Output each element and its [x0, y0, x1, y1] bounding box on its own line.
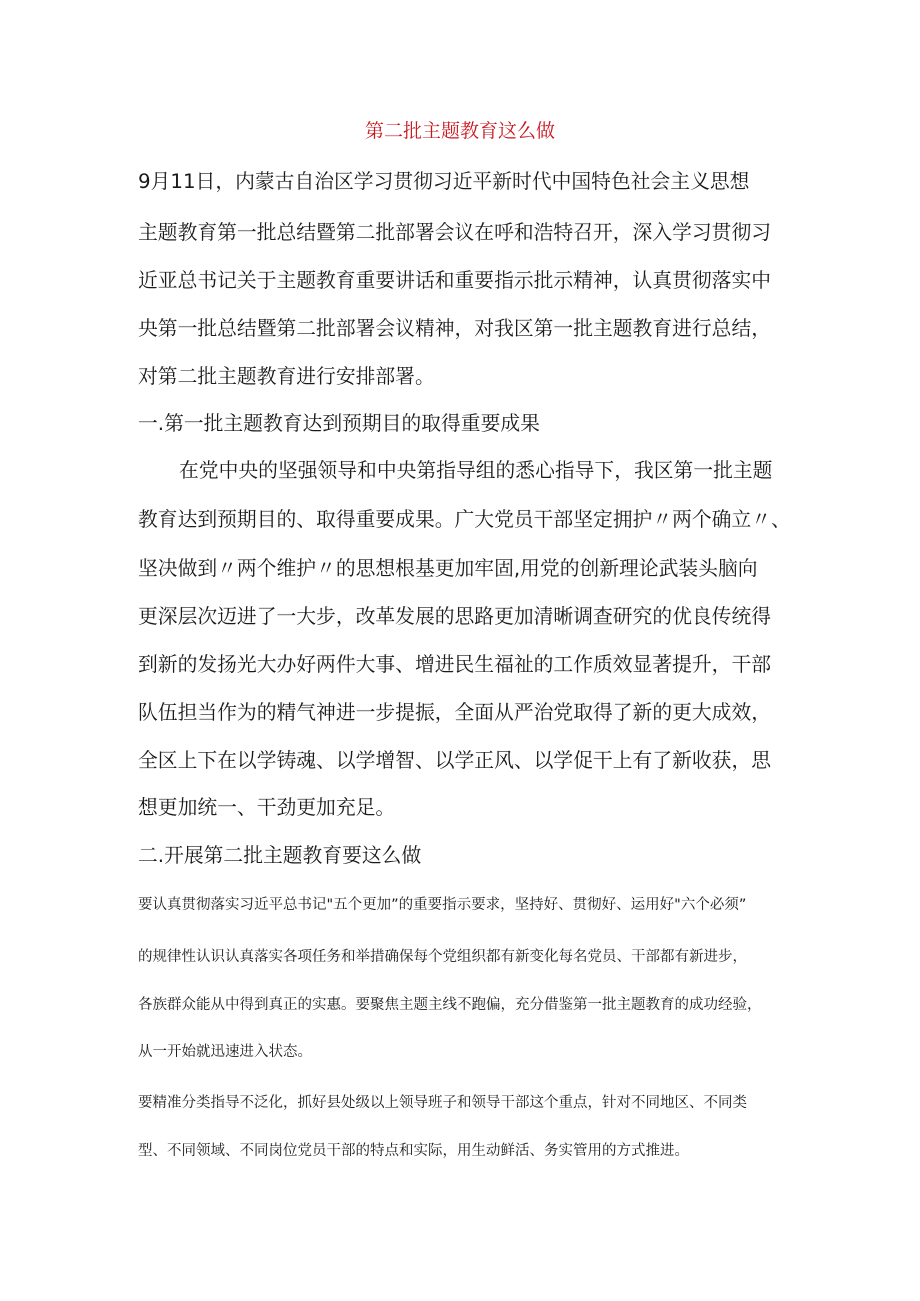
intro-line: 近亚总书记关于主题教育重要讲话和重要指示批示精神，认真贯彻落实中 [138, 269, 772, 292]
document-title: 第二批主题教育这么做 [364, 120, 555, 142]
section2-para1-line: 从一开始就迅速进入状态。 [138, 1044, 312, 1060]
intro-line: 对第二批主题教育进行安排部署。 [138, 365, 435, 388]
section1-line: 教育达到预期目的、取得重要成果。广大党员干部坚定拥护〃两个确立〃、 [138, 508, 791, 531]
section1-line: 在党中央的坚强领导和中央第指导组的悉心指导下，我区第一批主题 [179, 459, 773, 482]
section2-heading: 二.开展第二批主题教育要这么做 [138, 844, 422, 867]
section2-para1-line: 的规律性认识认真落实各项任务和举措确保每个党组织都有新变化每名党员、干部都有新进步， [138, 949, 747, 965]
section1-line: 到新的发扬光大办好两件大事、增进民生福祉的工作质效显著提升，干部 [138, 653, 772, 676]
section2-para1-line: 要认真贯彻落实习近平总书记"五个更加”的重要指示要求，坚持好、贯彻好、运用好"六个必须” [138, 897, 747, 913]
intro-line: 主题教育第一批总结暨第二批部署会议在呼和浩特召开，深入学习贯彻习 [138, 221, 772, 244]
section2-para2-line: 要精准分类指导不泛化，抓好县处级以上领导班子和领导干部这个重点，针对不同地区、不同类 [138, 1095, 747, 1111]
section1-line: 想更加统一、干劲更加充足。 [138, 796, 396, 819]
section1-heading: 一.第一批主题教育达到预期目的取得重要成果 [138, 412, 540, 435]
section1-line: 更深层次迈进了一大步，改革发展的思路更加清晰调查研究的优良传统得 [138, 605, 772, 628]
intro-line: 央第一批总结暨第二批部署会议精神，对我区第一批主题教育进行总结， [138, 317, 772, 340]
section2-para1-line: 各族群众能从中得到真正的实惠。要聚焦主题主线不跑偏，充分借鉴第一批主题教育的成功经验， [138, 997, 762, 1013]
section1-line: 队伍担当作为的精气神进一步提振，全面从严治党取得了新的更大成效， [138, 701, 772, 724]
section1-line: 全区上下在以学铸魂、以学增智、以学正风、以学促干上有了新收获，思 [138, 749, 772, 772]
intro-line: 9月11日，内蒙古自治区学习贯彻习近平新时代中国特色社会主义思想 [138, 170, 750, 193]
section1-line: 坚决做到〃两个维护〃的思想根基更加牢固,用党的创新理论武装头脑向 [138, 557, 758, 580]
section2-para2-line: 型、不同领域、不同岗位党员干部的特点和实际，用生动鲜活、务实管用的方式推进。 [138, 1143, 689, 1159]
